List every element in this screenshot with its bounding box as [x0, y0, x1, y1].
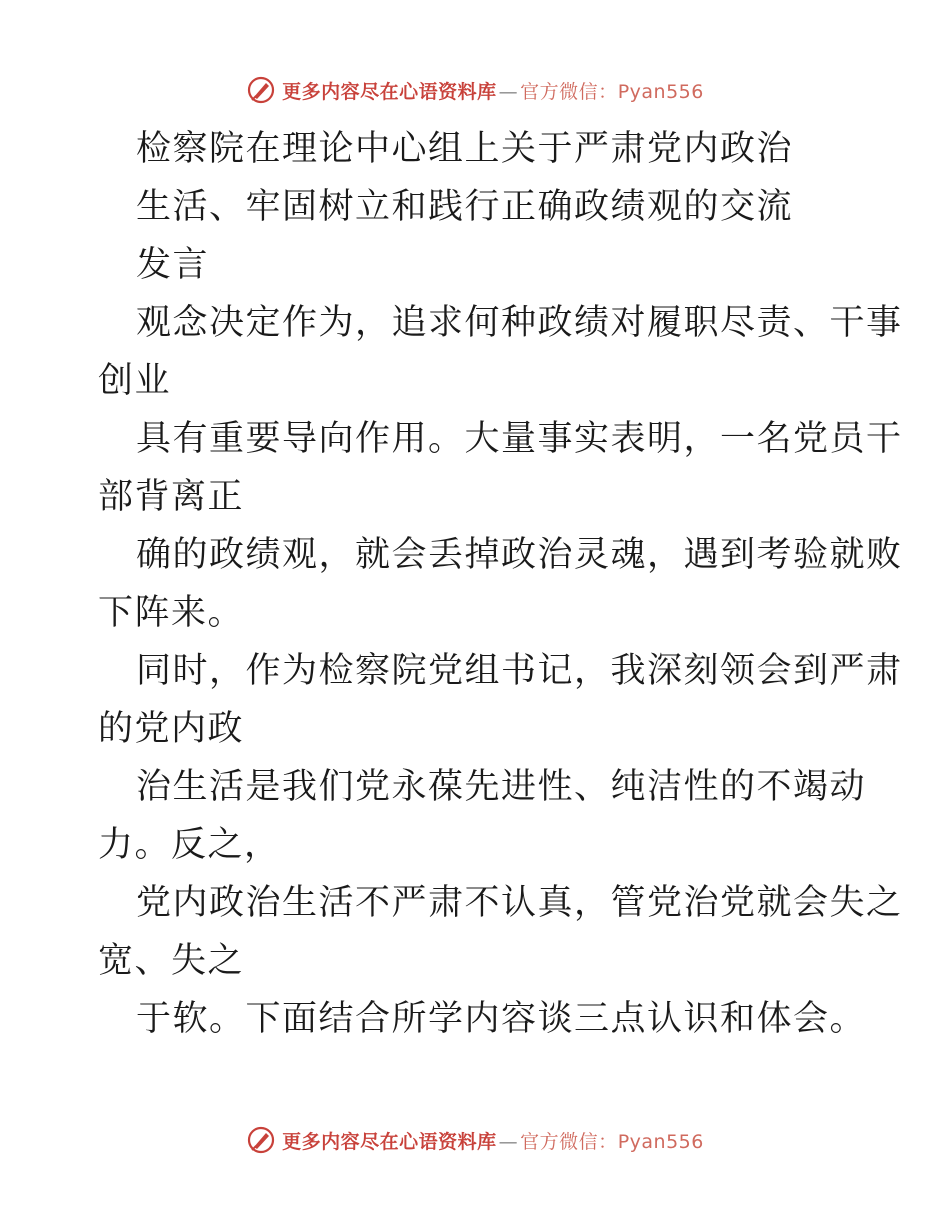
quill-seal-icon — [246, 75, 276, 105]
document-title-line: 发言 — [136, 245, 210, 285]
paragraph-line: 观念决定作为，追求何种政绩对履职尽责、干事 — [136, 303, 903, 343]
paragraph-line: 治生活是我们党永葆先进性、纯洁性的不竭动 — [136, 767, 867, 807]
paragraph-line: 力。反之， — [98, 825, 281, 865]
banner-text — [282, 77, 704, 104]
banner-wechat-id: Pyan556 — [617, 80, 704, 103]
paragraph-line: 宽、失之 — [98, 941, 245, 981]
banner-wechat-label: 官方微信： — [520, 80, 618, 103]
paragraph-line: 党内政治生活不严肃不认真，管党治党就会失之 — [136, 883, 903, 923]
quill-seal-icon — [246, 1125, 276, 1155]
banner-dash: — — [498, 80, 519, 103]
paragraph-line: 的党内政 — [98, 709, 245, 749]
banner-dash: — — [498, 1130, 519, 1153]
banner-wechat-label: 官方微信： — [520, 1130, 618, 1153]
banner-text — [282, 1127, 704, 1154]
banner-wechat-id: Pyan556 — [617, 1130, 704, 1153]
document-title-line: 检察院在理论中心组上关于严肃党内政治 — [136, 129, 794, 169]
paragraph-line: 具有重要导向作用。大量事实表明，一名党员干 — [136, 419, 903, 459]
paragraph-line: 下阵来。 — [98, 593, 245, 633]
banner-main-text: 更多内容尽在心语资料库 — [282, 1130, 497, 1153]
header-banner — [0, 70, 950, 110]
paragraph-line: 同时，作为检察院党组书记，我深刻领会到严肃 — [136, 651, 903, 691]
paragraph-line: 于软。下面结合所学内容谈三点认识和体会。 — [136, 999, 867, 1039]
paragraph-line: 创业 — [98, 361, 172, 401]
document-title-line: 生活、牢固树立和践行正确政绩观的交流 — [136, 187, 794, 227]
banner-main-text: 更多内容尽在心语资料库 — [282, 80, 497, 103]
document-body — [98, 120, 903, 1048]
paragraph-line: 确的政绩观，就会丢掉政治灵魂，遇到考验就败 — [136, 535, 903, 575]
paragraph-line: 部背离正 — [98, 477, 245, 517]
footer-banner — [0, 1120, 950, 1160]
